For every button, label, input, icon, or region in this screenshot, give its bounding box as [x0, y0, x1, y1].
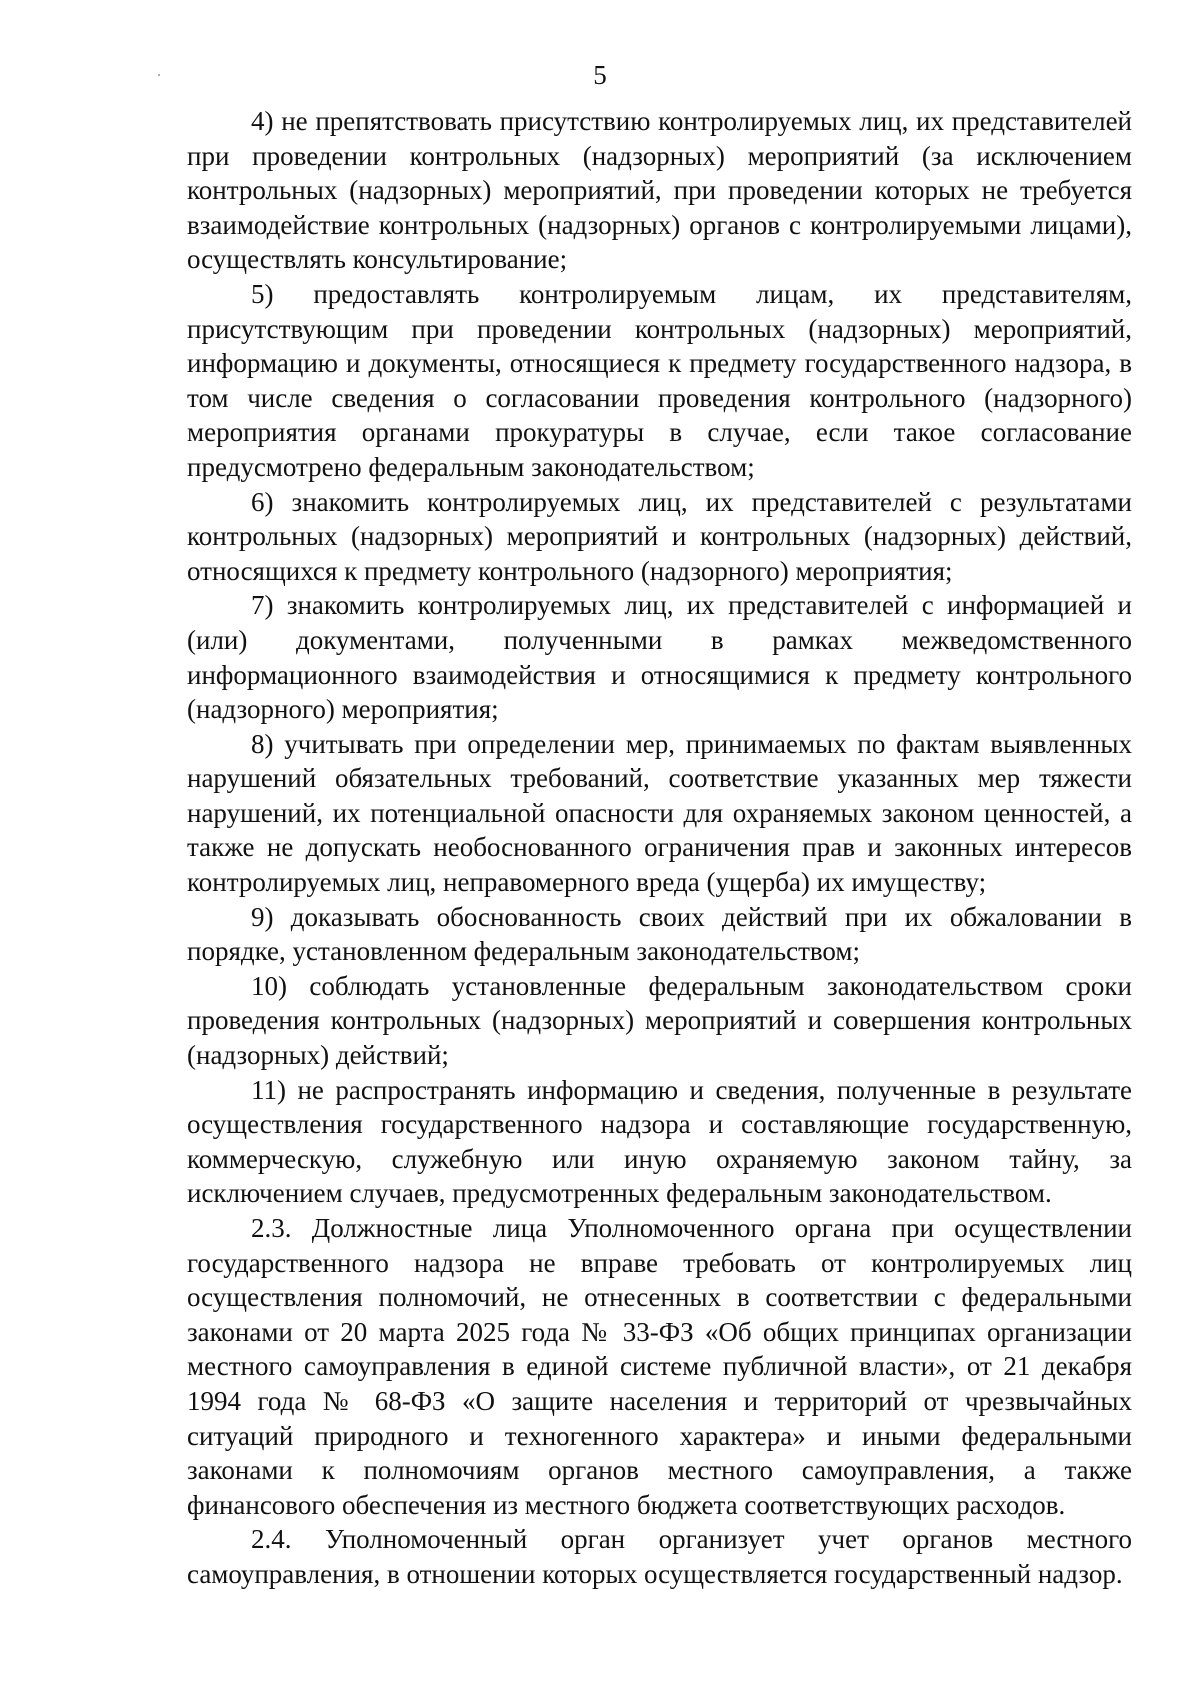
paragraph-item-11: 11) не распространять информацию и сведения, полученные в результате осуществления государственного надзора и составляющие государственную, коммерческую, служебную или иную охраняемую законом тайну, за исключением случаев, предусмотренных федеральным законодательством. [187, 1074, 1132, 1209]
paragraph-item-10: 10) соблюдать установленные федеральным законодательством сроки проведения контрольных (надзорных) мероприятий и совершения контрольных (надзорных) действий; [187, 970, 1132, 1071]
paragraph-item-6: 6) знакомить контролируемых лиц, их представителей с результатами контрольных (надзорных) мероприятий и контрольных (надзорных) действий, относящихся к предмету контрольного (надзорного) мероприятия; [187, 486, 1132, 586]
document-body [187, 104, 1132, 1592]
paragraph-2-4: 2.4. Уполномоченный орган организует учет органов местного самоуправления, в отношении которых осуществляется государственный надзор. [187, 1524, 1132, 1589]
paragraph-item-9: 9) доказывать обоснованность своих действий при их обжаловании в порядке, установленном федеральным законодательством; [187, 901, 1132, 967]
paragraph-item-8: 8) учитывать при определении мер, принимаемых по фактам выявленных нарушений обязательных требований, соответствие указанных мер тяжести нарушений, их потенциальной опасности для охраняемых законом ценностей, а также не допускать необоснованного ограничения прав и законных интересов контролируемых лиц, неправомерного вреда (ущерба) их имуществу; [187, 728, 1132, 898]
paragraph-item-5: 5) предоставлять контролируемым лицам, их представителям, присутствующим при проведении контрольных (надзорных) мероприятий, информацию и документы, относящиеся к предмету государственного надзора, в том числе сведения о согласовании проведения контрольного (надзорного) мероприятия органами прокуратуры в случае, если такое согласование предусмотрено федеральным законодательством; [187, 278, 1132, 482]
paragraph-2-3: 2.3. Должностные лица Уполномоченного органа при осуществлении государственного надзора не вправе требовать от контролируемых лиц осуществления полномочий, не отнесенных в соответствии с федеральными законами от 20 марта 2025 года № 33-ФЗ «Об общих принципах организации местного самоуправления в единой системе публичной власти», от 21 декабря 1994 года № 68-ФЗ «О защите населения и территорий от чрезвычайных ситуаций природного и техногенного характера» и иными федеральными законами к полномочиям органов местного самоуправления, а также финансового обеспечения из местного бюджета соответствующих расходов. [187, 1213, 1132, 1520]
paragraph-item-4: 4) не препятствовать присутствию контролируемых лиц, их представителей при проведении контрольных (надзорных) мероприятий (за исключением контрольных (надзорных) мероприятий, при проведении которых не требуется взаимодействие контрольных (надзорных) органов с контролируемыми лицами), осуществлять консультирование; [187, 106, 1132, 275]
page-number: 5 [593, 60, 607, 90]
paragraph-item-7: 7) знакомить контролируемых лиц, их представителей с информацией и (или) документами, полученными в рамках межведомственного информационного взаимодействия и относящимися к предмету контрольного (надзорного) мероприятия; [187, 590, 1132, 725]
